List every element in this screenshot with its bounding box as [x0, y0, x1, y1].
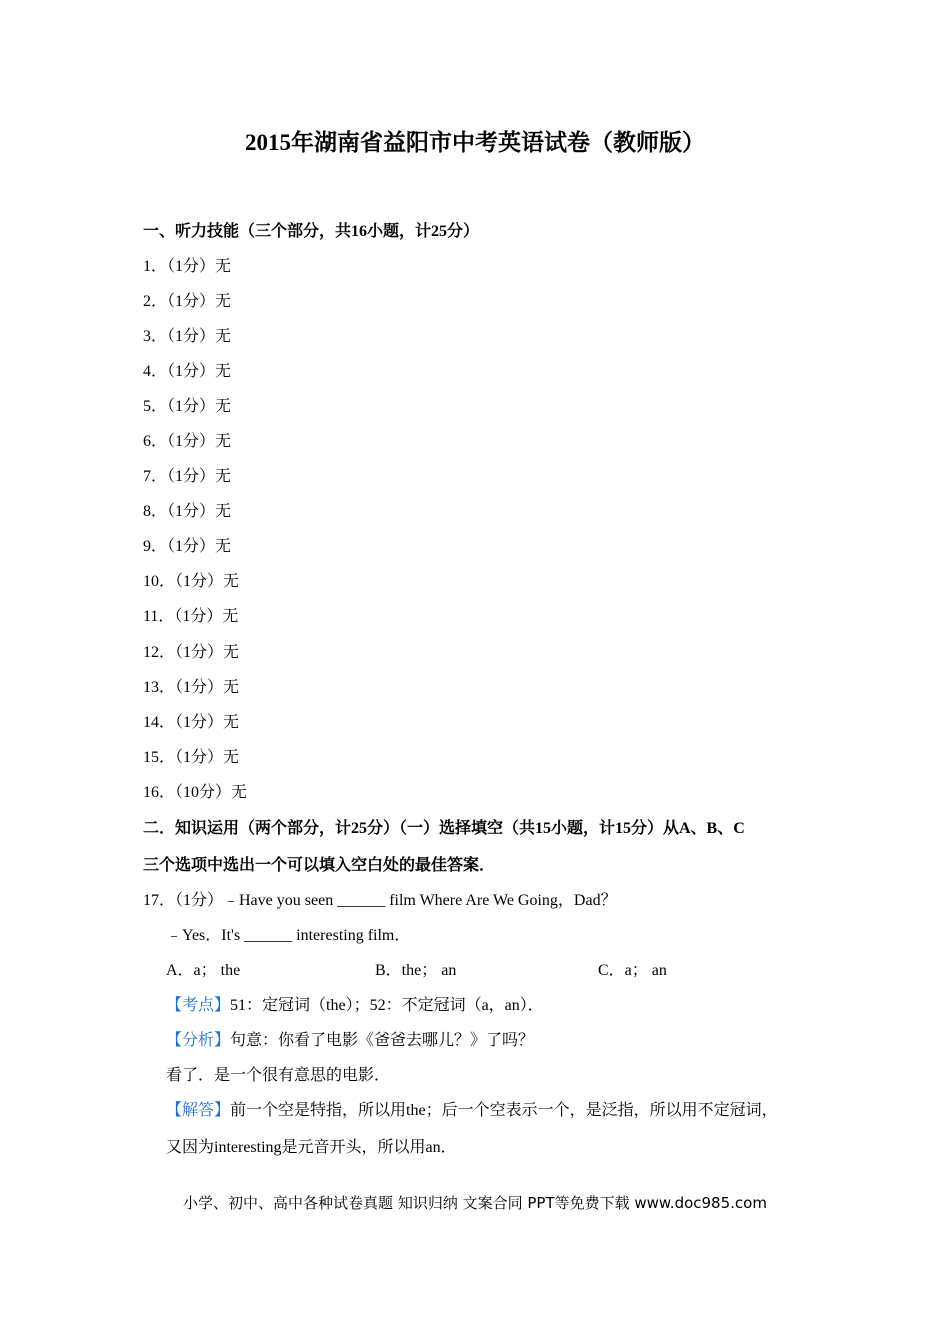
question-item: 5．（1分）无 — [143, 398, 232, 415]
fenxi-text: 句意：你看了电影《爸爸去哪儿？》了吗？ — [230, 1032, 535, 1049]
question-17-stem: 17．（1分）﹣Have you seen ______ film Where Are We Going，Dad？ — [143, 892, 617, 909]
fenxi-line — [166, 1027, 534, 1050]
section-1-heading: 一、听力技能（三个部分，共16小题，计25分） — [143, 223, 480, 240]
option-b: B．the； an — [375, 962, 457, 979]
question-item: 3．（1分）无 — [143, 328, 232, 345]
jieda-tag: 【解答】 — [166, 1102, 231, 1119]
question-item: 9．（1分）无 — [143, 538, 232, 555]
question-item: 6．（1分）无 — [143, 433, 232, 450]
kaodian-line — [166, 992, 544, 1015]
section-2-heading-line2: 三个选项中选出一个可以填入空白处的最佳答案． — [143, 857, 496, 874]
jieda-line-2: 又因为interesting是元音开头，所以用an． — [166, 1139, 457, 1156]
question-item: 10．（1分）无 — [143, 573, 240, 590]
question-item: 13．（1分）无 — [143, 679, 240, 696]
question-item: 15．（1分）无 — [143, 749, 240, 766]
question-item: 12．（1分）无 — [143, 644, 240, 661]
fenxi-line-2: 看了．是一个很有意思的电影． — [166, 1067, 391, 1084]
question-17-reply: ﹣Yes．It's ______ interesting film． — [166, 927, 411, 944]
kaodian-text: 51：定冠词（the）；52：不定冠词（a，an）． — [230, 997, 544, 1014]
question-item: 8．（1分）无 — [143, 503, 232, 520]
option-c: C．a； an — [598, 962, 667, 979]
question-item: 16．（10分）无 — [143, 784, 248, 801]
section-2-heading-line1: 二．知识运用（两个部分，计25分）（一）选择填空（共15小题，计15分）从A、B、C — [143, 820, 745, 837]
question-item: 14．（1分）无 — [143, 714, 240, 731]
question-item: 1．（1分）无 — [143, 258, 232, 275]
fenxi-tag: 【分析】 — [166, 1032, 231, 1049]
question-item: 11．（1分）无 — [143, 608, 239, 625]
question-item: 4．（1分）无 — [143, 363, 232, 380]
question-item: 7．（1分）无 — [143, 468, 232, 485]
kaodian-tag: 【考点】 — [166, 997, 231, 1014]
page-footer: 小学、初中、高中各种试卷真题 知识归纳 文案合同 PPT等免费下载 www.doc985.com — [183, 1194, 767, 1212]
page-title: 2015年湖南省益阳市中考英语试卷（教师版） — [245, 130, 705, 155]
jieda-text: 前一个空是特指，所以用the；后一个空表示一个，是泛指，所以用不定冠词， — [230, 1102, 778, 1119]
jieda-line — [166, 1097, 778, 1120]
question-item: 2．（1分）无 — [143, 293, 232, 310]
option-a: A．a； the — [166, 962, 241, 979]
